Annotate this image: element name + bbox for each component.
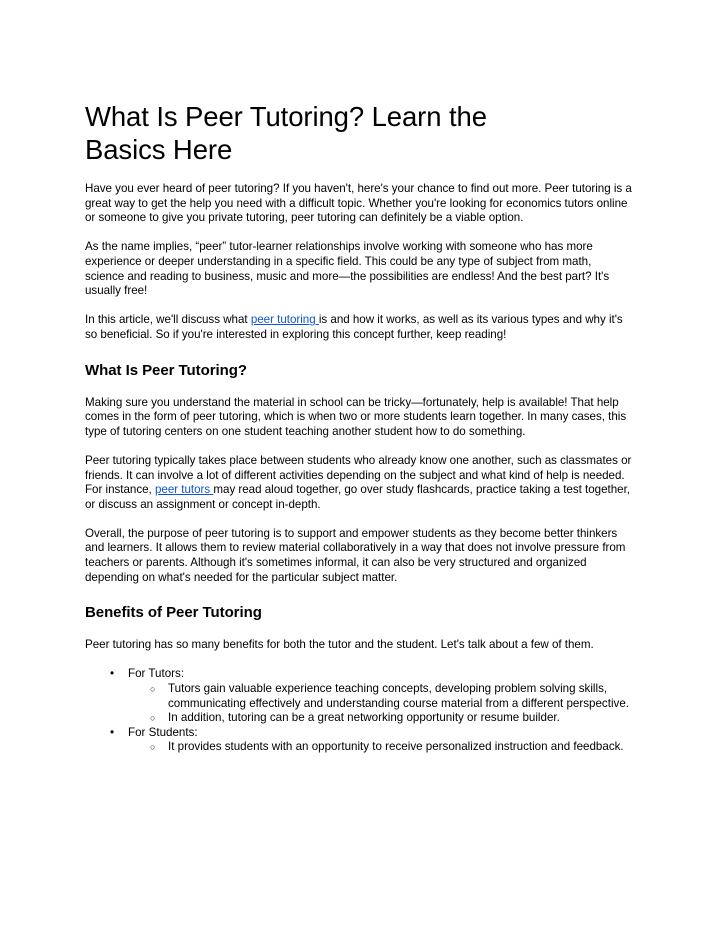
intro-paragraph-2: As the name implies, “peer” tutor-learner relationships involve working with someone who has more experience or deeper understanding in a specific field. This could be any type of subject from math, science and reading to business, music and more—the possibilities are endless! And the best part? It's usually free! — [85, 240, 610, 298]
intro-paragraph-3 — [85, 313, 633, 342]
bullet-icon: • — [110, 667, 115, 681]
list-item — [85, 667, 633, 725]
sub-list-item — [128, 740, 633, 755]
sub-list-item-label: In addition, tutoring can be a great networking opportunity or resume builder. — [168, 711, 560, 725]
what-is-paragraph-1: Making sure you understand the material in school can be tricky—fortunately, help is available! That help comes in the form of peer tutoring, which is when two or more students learn together. In many cases, this type of tutoring centers on one student teaching another student how to do something. — [85, 395, 627, 438]
peer-tutors-link[interactable]: peer tutors — [154, 483, 214, 497]
list-item-label: For Students: — [128, 725, 198, 739]
intro-paragraph-1: Have you ever heard of peer tutoring? If you haven't, here's your chance to find out more. Peer tutoring is a great way to get the help you need with a difficult topic. Whether you're looking for economics tutors online or someone to give you private tutoring, peer tutoring can definitely be a viable option. — [85, 182, 632, 225]
page-title: What Is Peer Tutoring? Learn the Basics Here — [85, 101, 487, 165]
heading-spacer — [85, 622, 633, 638]
heading-spacer — [85, 343, 633, 361]
hollow-circle-icon: ○ — [150, 713, 156, 724]
sub-list-item — [128, 711, 633, 726]
peer-tutoring-link[interactable]: peer tutoring — [250, 313, 319, 327]
list-spacer — [85, 653, 633, 668]
paragraph-spacer — [85, 226, 633, 241]
heading-spacer — [85, 380, 633, 396]
paragraph-spacer — [85, 512, 633, 527]
paragraph-spacer — [85, 299, 633, 314]
benefits-sublist — [128, 740, 633, 755]
benefits-intro-paragraph: Peer tutoring has so many benefits for both the tutor and the student. Let's talk about a few of them. — [85, 638, 594, 652]
what-is-paragraph-2 — [85, 454, 633, 512]
heading-what-is-peer-tutoring: What Is Peer Tutoring? — [85, 361, 247, 379]
benefits-sublist — [128, 682, 633, 726]
heading-spacer — [85, 585, 633, 603]
list-item-label: For Tutors: — [128, 667, 185, 681]
list-item — [85, 726, 633, 755]
hollow-circle-icon: ○ — [150, 684, 156, 695]
intro-paragraph-3-text-before: In this article, we'll discuss what — [85, 313, 251, 327]
what-is-paragraph-2-text-before: Peer tutoring typically takes place between students who already know one another, such as classmates or friends. It can involve a lot of different activities depending on the subject and what kind of help is needed. For instance, — [85, 453, 632, 497]
document-content — [85, 100, 633, 755]
what-is-paragraph-3: Overall, the purpose of peer tutoring is to support and empower students as they become better thinkers and learners. It allows them to review material collaboratively in a way that does not involve pressure from teachers or parents. Although it's sometimes informal, it can also be very structured and organized depending on what's needed for the particular subject matter. — [85, 526, 626, 584]
what-is-paragraph-2-text-after: may read aloud together, go over study flashcards, practice taking a test together, or discuss an assignment or concept in-depth. — [85, 483, 630, 511]
paragraph-spacer — [85, 439, 633, 454]
sub-list-item-label: It provides students with an opportunity to receive personalized instruction and feedback. — [168, 740, 624, 754]
hollow-circle-icon: ○ — [150, 742, 156, 753]
sub-list-item-label: Tutors gain valuable experience teaching concepts, developing problem solving skills, communicating effectively and understanding course material from a different perspective. — [168, 682, 629, 710]
bullet-icon: • — [110, 725, 115, 739]
intro-paragraph-3-text-after: is and how it works, as well as its various types and why it's so beneficial. So if you're interested in exploring this concept further, keep reading! — [85, 313, 623, 341]
heading-benefits-of-peer-tutoring: Benefits of Peer Tutoring — [85, 604, 262, 622]
benefits-list — [85, 667, 633, 755]
sub-list-item — [128, 682, 633, 711]
